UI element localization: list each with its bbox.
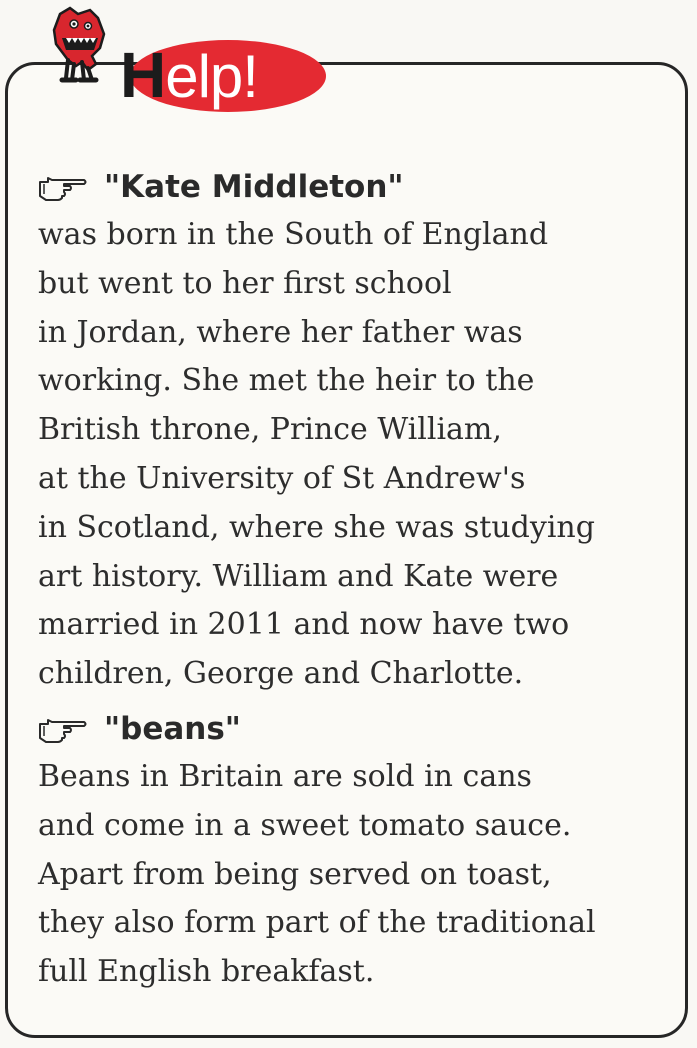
body-line: working. She met the heir to the [38,363,535,399]
entry-beans [38,705,678,997]
body-line: art history. William and Kate were [38,558,559,594]
body-line: but went to her first school [38,265,452,301]
body-line: they also form part of the traditional [38,905,596,941]
help-content [38,163,678,997]
entry-kate-middleton [38,163,678,699]
entry-body [38,211,678,699]
entry-term: "beans" [104,710,241,747]
body-line: Beans in Britain are sold in cans [38,758,532,794]
body-line: was born in the South of England [38,217,549,252]
help-title-rest: elp! [165,43,258,110]
body-line: and come in a sweet tomato sauce. [38,807,572,843]
pointing-hand-icon [38,172,88,202]
body-line: in Jordan, where her father was [38,314,523,350]
entry-heading [38,705,678,753]
entry-term: "Kate Middleton" [104,169,404,205]
help-title-first-letter: H [120,39,166,111]
pointing-hand-icon [38,714,88,744]
body-line: full English breakfast. [38,954,375,990]
entry-heading [38,163,678,211]
body-line: Apart from being served on toast, [38,856,552,892]
body-line: children, George and Charlotte. [38,656,524,692]
body-line: at the University of St Andrew's [38,460,526,496]
entry-body [38,753,678,997]
help-header [38,4,338,114]
help-title [120,40,258,110]
body-line: in Scotland, where she was studying [38,509,595,545]
body-line: British throne, Prince William, [38,412,502,448]
red-monster-icon [54,8,104,80]
body-line: married in 2011 and now have two [38,607,570,643]
